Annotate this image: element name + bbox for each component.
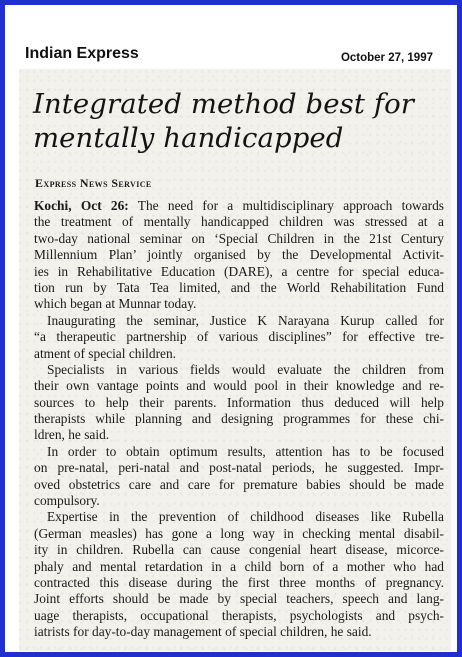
article-line: uage therapists, occupational therapists, psychologists and psych- (34, 607, 444, 623)
clipping-header (19, 45, 441, 69)
article-line: their own vantage points and would pool in their knowledge and re- (34, 378, 444, 394)
article-line: compulsory. (34, 493, 100, 509)
article-line (34, 198, 444, 214)
article-line: ity in children. Rubella can cause congenial heart disease, micorce- (34, 542, 444, 558)
article-line: contracted this disease during the first three months of pregnancy. (34, 574, 444, 590)
article-line: Specialists in various fields would evaluate the children from (47, 361, 444, 377)
article-line: tion run by Tata Tea limited, and the World Rehabilitation Fund (34, 279, 444, 295)
article-line: “a therapeutic partnership of various disciplines” for effective tre- (34, 329, 444, 345)
publication-date: October 27, 1997 (340, 52, 433, 64)
article-line: Expertise in the prevention of childhood diseases like Rubella (47, 509, 444, 525)
newspaper-clipping (19, 69, 451, 651)
article-line: atment of special children. (34, 345, 177, 361)
article-line: on pre-natal, peri-natal and post-natal periods, he suggested. Impr- (34, 460, 444, 476)
article-byline: Express News Service (35, 176, 152, 190)
article-line: the treatment of mentally handicapped children was stressed at a (34, 214, 444, 230)
article-body (34, 198, 444, 641)
article-line: ldren, he said. (34, 427, 110, 443)
headline-line: mentally handicapped (33, 122, 344, 154)
article-line: Millennium Plan’ jointly organised by the Developmental Activit- (34, 247, 444, 263)
headline-line: Integrated method best for (33, 88, 414, 120)
article-line: Joint efforts should be made by special teachers, speech and lang- (34, 591, 444, 607)
article-line: ies in Rehabilitative Education (DARE), a centre for special educa- (34, 263, 444, 279)
article-line: two-day national seminar on ‘Special Children in the 21st Century (34, 230, 444, 246)
article-line: which began at Munnar today. (34, 296, 197, 312)
article-line: phaly and mental retardation in a child born of a mother who had (34, 558, 444, 574)
article-line: Inaugurating the seminar, Justice K Narayana Kurup called for (47, 312, 444, 328)
article-dateline: Kochi, Oct 26: (34, 198, 129, 213)
article-line-text: The need for a multidisciplinary approach towards (128, 198, 444, 213)
article-line: oved obstetrics care and care for premature babies should be made (34, 476, 444, 492)
publication-name: Indian Express (25, 45, 139, 62)
article-line: therapists while planning and designing programmes for these chi- (34, 411, 444, 427)
article-line: sources to help their parents. Information thus deduced will help (34, 394, 444, 410)
article-headline (33, 87, 443, 155)
article-line: iatrists for day-to-day management of special children, he said. (34, 624, 372, 640)
article-line: (German measles) has gone a long way in checking mental disabil- (34, 525, 444, 541)
article-line: In order to obtain optimum results, attention has to be focused (47, 443, 444, 459)
